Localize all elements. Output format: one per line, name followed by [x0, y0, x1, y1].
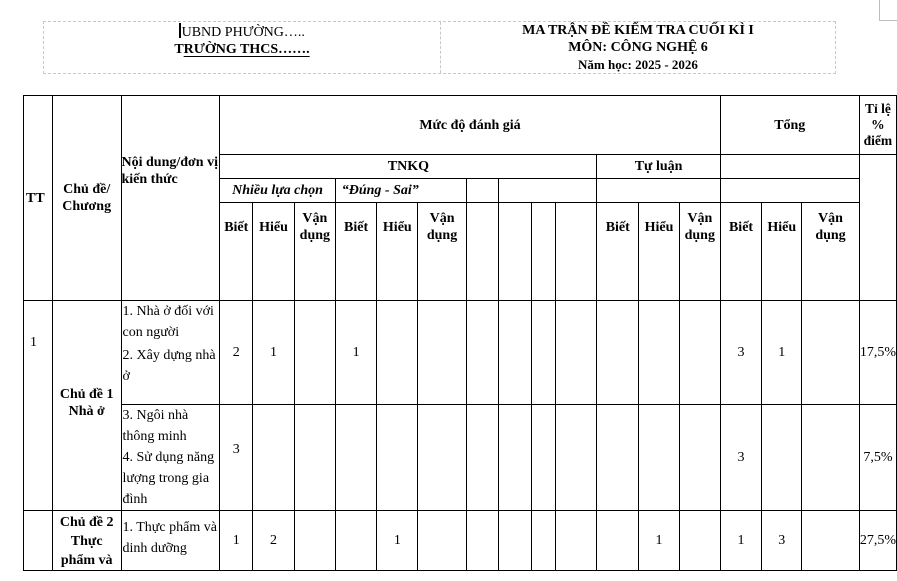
level-blank-3 [531, 203, 556, 301]
document-header [43, 21, 836, 74]
header-muc-do-danh-gia: Mức độ đánh giá [220, 96, 720, 155]
header-tu-luan-blank [597, 179, 720, 203]
doc-school-year: Năm học: 2025 - 2026 [578, 57, 698, 72]
header-tu-luan: Tự luận [597, 155, 720, 179]
cell-tl-van-dung [679, 405, 720, 511]
cell-nlc-van-dung [294, 405, 335, 511]
header-tnkq: TNKQ [220, 155, 597, 179]
cell-ti-le: 17,5% [859, 301, 896, 405]
cell-extra-1 [466, 301, 498, 405]
header-noi-dung: Nội dung/đơn vị kiến thức [121, 96, 220, 301]
level-blank-1 [466, 203, 498, 301]
cell-tong-van-dung [802, 511, 860, 571]
page-corner-mark [879, 0, 897, 21]
cell-extra-3 [531, 511, 556, 571]
cell-tl-hieu: 1 [639, 511, 680, 571]
cell-tong-van-dung [802, 405, 860, 511]
cell-tong-hieu: 3 [762, 511, 802, 571]
level-hieu-tl: Hiểu [639, 203, 680, 301]
cell-extra-2 [499, 301, 531, 405]
cell-tong-biet: 3 [720, 405, 762, 511]
cell-tl-van-dung [679, 301, 720, 405]
cell-ti-le: 27,5% [859, 511, 896, 571]
level-biet-tong: Biết [720, 203, 762, 301]
assessment-matrix-table [23, 95, 897, 571]
cell-ds-biet: 1 [335, 301, 377, 405]
cell-extra-2 [499, 511, 531, 571]
header-ti-le-blank [859, 155, 896, 301]
table-row [24, 301, 897, 405]
level-van-dung-tl: Vận dụng [679, 203, 720, 301]
cell-noi-dung: 1. Nhà ở đối với con người 2. Xây dựng nhà ở [121, 301, 220, 405]
table-row [24, 511, 897, 571]
header-row-1 [24, 96, 897, 155]
cell-extra-1 [466, 405, 498, 511]
header-tong: Tổng [720, 96, 859, 155]
header-blank-b [499, 179, 597, 203]
cell-ds-van-dung [418, 405, 467, 511]
cell-extra-4 [556, 511, 597, 571]
level-hieu-ds: Hiểu [377, 203, 418, 301]
cell-ds-hieu: 1 [377, 511, 418, 571]
cell-extra-4 [556, 301, 597, 405]
header-right-block [441, 22, 835, 73]
header-tong-blank [720, 155, 859, 179]
cell-extra-1 [466, 511, 498, 571]
level-hieu-nlc: Hiểu [253, 203, 295, 301]
cell-extra-2 [499, 405, 531, 511]
header-dung-sai: “Đúng - Sai” [335, 179, 466, 203]
header-nhieu-lua-chon: Nhiều lựa chọn [220, 179, 335, 203]
cell-tt [24, 511, 53, 571]
level-biet-tl: Biết [597, 203, 639, 301]
cell-ti-le: 7,5% [859, 405, 896, 511]
header-tong-blank-2 [720, 179, 859, 203]
level-van-dung-ds: Vận dụng [418, 203, 467, 301]
cell-chu-de: Chủ đề 2 Thực phẩm và [52, 511, 121, 571]
level-biet-nlc: Biết [220, 203, 253, 301]
level-hieu-tong: Hiểu [762, 203, 802, 301]
level-van-dung-nlc: Vận dụng [294, 203, 335, 301]
cell-nlc-biet: 2 [220, 301, 253, 405]
cell-ds-biet [335, 511, 377, 571]
table-row [24, 405, 897, 511]
doc-title: MA TRẬN ĐỀ KIỂM TRA CUỐI KÌ I [522, 23, 754, 38]
cell-nlc-biet: 3 [220, 405, 253, 511]
cell-tong-van-dung [802, 301, 860, 405]
level-blank-2 [499, 203, 531, 301]
level-blank-4 [556, 203, 597, 301]
header-ward: UBND PHƯỜNG….. [44, 23, 440, 41]
cell-tl-biet [597, 511, 639, 571]
cell-ds-hieu [377, 405, 418, 511]
doc-subject: MÔN: CÔNG NGHỆ 6 [568, 40, 708, 55]
cell-chu-de: Chủ đề 1 Nhà ở [52, 301, 121, 511]
header-tt: TT [24, 96, 53, 301]
text-cursor [179, 23, 181, 38]
cell-extra-3 [531, 301, 556, 405]
header-left-block [44, 22, 441, 73]
header-ti-le: Tỉ lệ % điểm [859, 96, 896, 155]
level-biet-ds: Biết [335, 203, 377, 301]
cell-nlc-van-dung [294, 511, 335, 571]
header-school: TRƯỜNG THCS……. [174, 42, 310, 57]
level-van-dung-tong: Vận dụng [802, 203, 860, 301]
cell-tong-hieu [762, 405, 802, 511]
cell-tl-van-dung [679, 511, 720, 571]
cell-tl-biet [597, 405, 639, 511]
cell-nlc-biet: 1 [220, 511, 253, 571]
cell-nlc-hieu: 1 [253, 301, 295, 405]
cell-tong-hieu: 1 [762, 301, 802, 405]
cell-tl-hieu [639, 405, 680, 511]
cell-tong-biet: 1 [720, 511, 762, 571]
cell-extra-3 [531, 405, 556, 511]
cell-nlc-van-dung [294, 301, 335, 405]
cell-ds-van-dung [418, 301, 467, 405]
cell-tong-biet: 3 [720, 301, 762, 405]
cell-nlc-hieu [253, 405, 295, 511]
cell-noi-dung: 3. Ngôi nhà thông minh 4. Sử dụng năng lượng trong gia đình [121, 405, 220, 511]
cell-extra-4 [556, 405, 597, 511]
cell-nlc-hieu: 2 [253, 511, 295, 571]
header-chu-de: Chủ đề/ Chương [52, 96, 121, 301]
cell-ds-hieu [377, 301, 418, 405]
cell-ds-van-dung [418, 511, 467, 571]
cell-tt: 1 [24, 301, 53, 511]
cell-noi-dung: 1. Thực phẩm và dinh dưỡng [121, 511, 220, 571]
cell-tl-hieu [639, 301, 680, 405]
cell-ds-biet [335, 405, 377, 511]
header-blank-a [466, 179, 498, 203]
cell-tl-biet [597, 301, 639, 405]
